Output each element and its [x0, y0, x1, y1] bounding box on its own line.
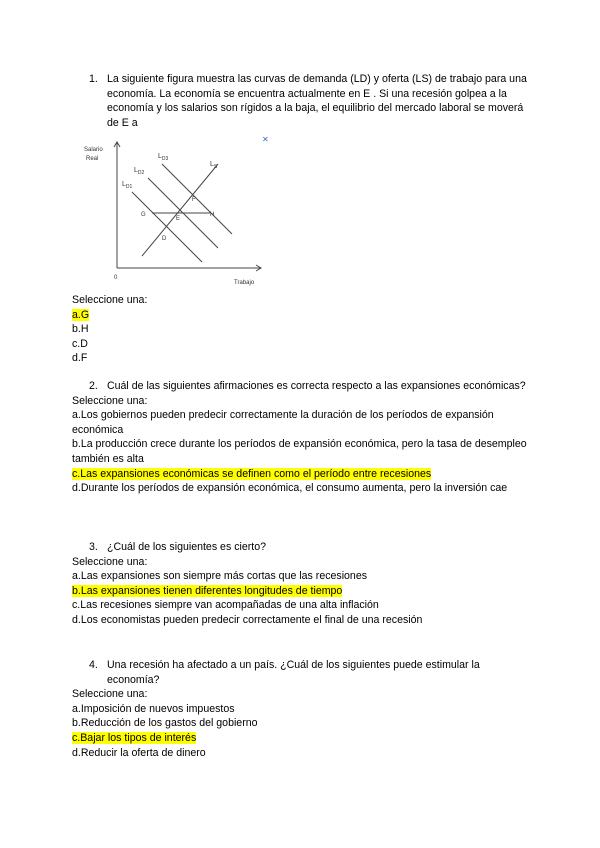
question-1-text: La siguiente figura muestra las curvas de demanda (LD) y oferta (LS) de trabajo para una economía. La economía se encuentra actualmente en E . Si una recesión golpea a la economía y los salarios son rígidos a la baja, el equilibrio del mercado laboral se moverá de E a: [107, 73, 527, 129]
q4-option-a[interactable]: a.Imposición de nuevos impuestos: [72, 702, 235, 715]
demand-curve-d3: [162, 164, 232, 234]
point-f-label: F: [192, 197, 196, 203]
question-1-header: [72, 72, 532, 130]
labor-market-figure: [84, 136, 274, 291]
broken-image-icon: ✕: [262, 135, 269, 144]
question-3-text: ¿Cuál de los siguientes es cierto?: [107, 541, 266, 553]
x-axis-label: Trabajo: [234, 280, 255, 286]
q3-option-c[interactable]: c.Las recesiones siempre van acompañadas de una alta inflación: [72, 599, 379, 612]
q4-option-d[interactable]: d.Reducir la oferta de dinero: [72, 746, 206, 759]
question-4-header: [72, 658, 532, 687]
q1-option-d[interactable]: d.F: [72, 352, 88, 365]
question-4: [72, 658, 532, 760]
q3-option-a[interactable]: a.Las expansiones son siempre más cortas que las recesiones: [72, 570, 368, 583]
point-e-label: E: [176, 216, 181, 222]
question-1-options: [72, 293, 532, 366]
select-label: Seleccione una:: [72, 394, 148, 407]
label-ld3: $L_{D3}$: [158, 153, 169, 162]
point-d-label: D: [162, 236, 167, 242]
question-4-number: 4.: [89, 659, 98, 671]
q2-option-a[interactable]: a.Los gobiernos pueden predecir correctamente la duración de los períodos de expansión económica: [72, 409, 494, 436]
q4-option-c[interactable]: c.Bajar los tipos de interés: [72, 731, 197, 744]
label-ld2: $L_{D2}$: [134, 167, 145, 176]
label-ls: $L_S$: [210, 161, 218, 170]
q1-option-c[interactable]: c.D: [72, 337, 88, 350]
q1-option-b[interactable]: b.H: [72, 323, 89, 336]
point-h-label: H: [210, 212, 215, 218]
question-2-number: 2.: [89, 380, 98, 392]
point-g-label: G: [141, 212, 146, 218]
y-axis-label-line1: Salario: [84, 147, 103, 153]
question-2-header: [72, 379, 532, 394]
question-4-text: Una recesión ha afectado a un país. ¿Cuál de los siguientes puede estimular la economía?: [107, 659, 480, 686]
supply-curve: [142, 164, 218, 256]
question-3: [72, 540, 532, 628]
question-3-header: [72, 540, 532, 555]
q3-option-d[interactable]: d.Los economistas pueden predecir correctamente el final de una recesión: [72, 613, 423, 626]
q2-option-b[interactable]: b.La producción crece durante los períodos de expansión económica, pero la tasa de desempleo también es alta: [72, 438, 527, 465]
question-2: [72, 379, 532, 496]
q4-option-b[interactable]: b.Reducción de los gastos del gobierno: [72, 717, 258, 730]
question-1: [72, 72, 532, 130]
select-label: Seleccione una:: [72, 555, 148, 568]
select-label: Seleccione una:: [72, 688, 148, 701]
q2-option-d[interactable]: d.Durante los períodos de expansión económica, el consumo aumenta, pero la inversión cae: [72, 482, 508, 495]
question-1-number: 1.: [89, 73, 98, 85]
y-axis-label-line2: Real: [86, 156, 99, 162]
select-label: Seleccione una:: [72, 294, 148, 306]
q1-option-a[interactable]: a.G: [72, 308, 90, 321]
label-ld1: $L_{D1}$: [122, 181, 133, 190]
q3-option-b[interactable]: b.Las expansiones tienen diferentes longitudes de tiempo: [72, 584, 343, 597]
question-3-number: 3.: [89, 541, 98, 553]
question-2-text: Cuál de las siguientes afirmaciones es correcta respecto a las expansiones económicas?: [107, 380, 526, 392]
q2-option-c[interactable]: c.Las expansiones económicas se definen como el período entre recesiones: [72, 467, 432, 480]
origin-label: 0: [114, 275, 118, 281]
